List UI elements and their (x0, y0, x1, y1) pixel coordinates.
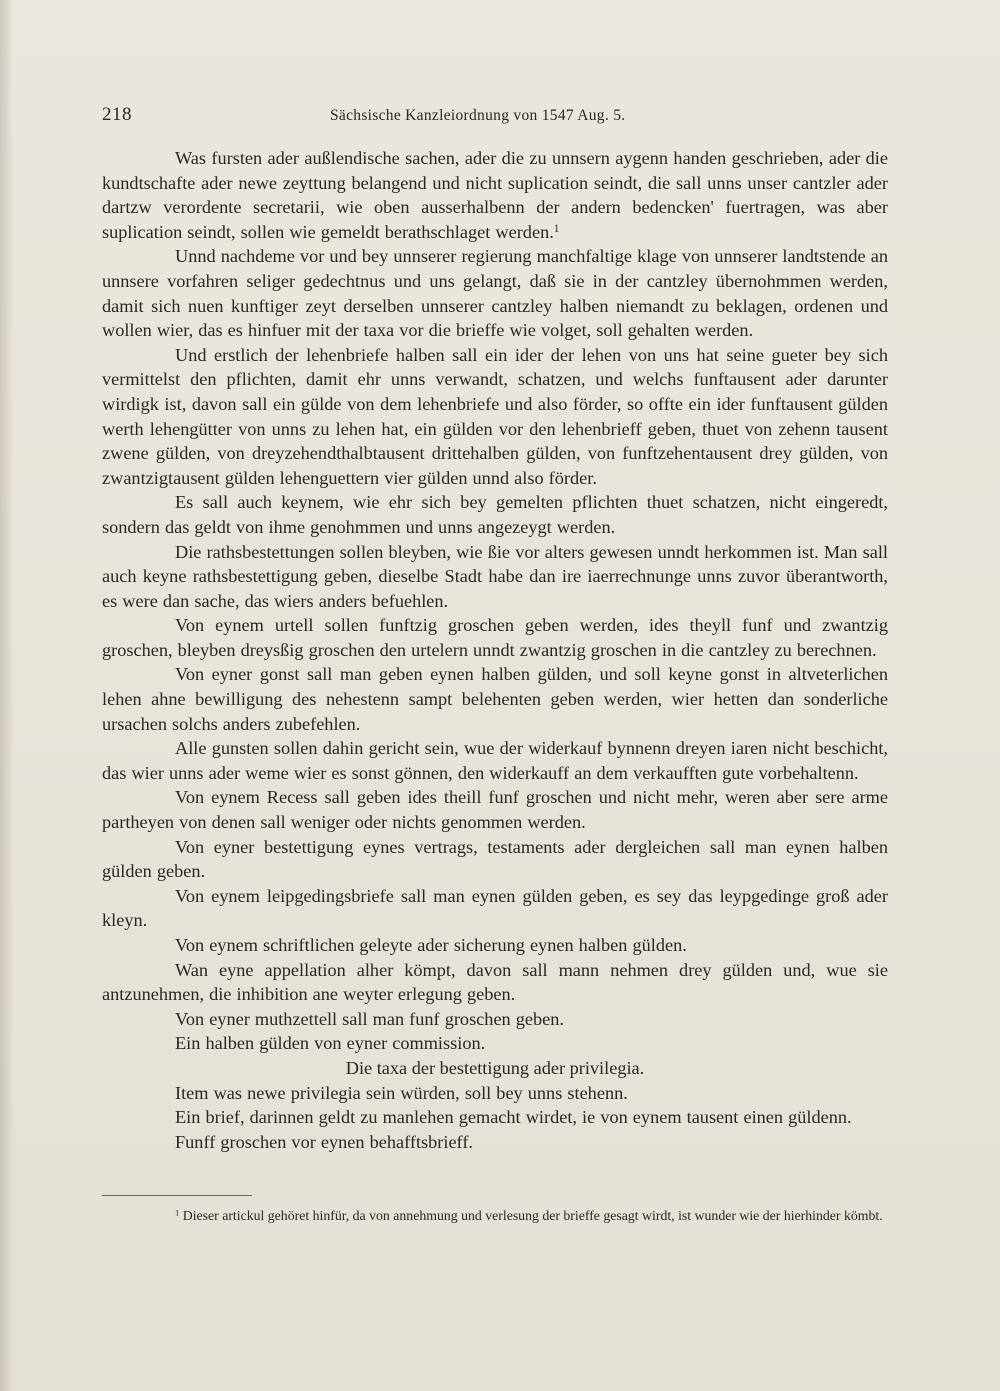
paragraph: Funff groschen vor eynen behafftsbrieff. (175, 1131, 473, 1152)
paragraph: Von eyner muthzettell sall man funf groschen geben. (175, 1008, 564, 1029)
paragraph: Ein halben gülden von eyner commission. (175, 1033, 486, 1054)
paragraph: Es sall auch keynem, wie ehr sich bey gemelten pflichten thuet schatzen, nicht eingeredt, sondern das geldt von ihme genohmmen und unns angezeygt werden. (102, 492, 888, 537)
footnotes (102, 1206, 888, 1226)
footnote-text: Dieser artickul gehöret hinfür, da von annehmung und verlesung der brieffe gesagt wirdt, ist wunder wie der hierhinder kömbt. (182, 1208, 883, 1223)
paragraph: Von eynem leipgedingsbriefe sall man eynen gülden geben, es sey das leypgedinge groß ader kleyn. (102, 885, 888, 931)
running-header (102, 104, 888, 134)
footnote-divider (102, 1195, 252, 1196)
paragraph: Item was newe privilegia sein würden, soll bey unns stehenn. (175, 1082, 628, 1103)
paragraph: Wan eyne appellation alher kömpt, davon sall mann nehmen drey gülden und, wue sie antzunehmen, die inhibition ane weyter erlegung geben. (102, 959, 888, 1005)
footnote-reference: 1 (553, 222, 560, 235)
running-title: Sächsische Kanzleiordnung von 1547 Aug. 5. (330, 107, 626, 124)
paragraph: Von eyner bestettigung eynes vertrags, testaments ader dergleichen sall man eynen halben gülden geben. (102, 836, 888, 882)
paragraph: Alle gunsten sollen dahin gericht sein, wue der widerkauf bynnenn dreyen iaren nicht beschicht, das wier unns ader weme wier es sonst gönnen, den widerkauff an dem verkaufften gute vorbehaltenn. (102, 738, 888, 783)
footnote-marker: 1 (175, 1207, 180, 1218)
section-heading: Die taxa der bestettigung ader privilegia. (345, 1057, 645, 1078)
footnote (102, 1206, 888, 1226)
paragraph: Und erstlich der lehenbriefe halben sall ein ider der lehen von uns hat seine gueter bey sich vermittelst den pflichten, damit ehr unns verwandt, schatzen, und welchs funftausent ader darunter wirdigk ist, davon sall ein gülde von dem lehenbriefe und also förder, so offte ein ider funftausent gülden werth lehengütter von unns zu lehen hat, ein gülden vor den lehenbrieff geben, thuet von zehenn tausent zwene gülden, von dreyzehendthalbtausent drittehalben gülden, von funftzehentausent drey gülden, von zwantzigtausent gülden lehenguettern vier gülden unnd also förder. (102, 344, 888, 488)
paragraph-foreign-affairs (102, 146, 888, 244)
paragraph: Von eynem urtell sollen funftzig groschen geben werden, ides theyll funf und zwantzig groschen, bleyben dreysßig groschen den urtelern unndt zwantzig groschen in die cantzley zu berechnen. (102, 615, 888, 660)
page-number: 218 (102, 104, 132, 125)
paragraph: Unnd nachdeme vor und bey unnserer regierung manchfaltige klage von unnserer landtstende an unnsere vorfahren seliger gedechtnus und uns gelangt, daß sie in der cantzley übernohmmen werden, damit sich nuen kunftiger zeyt derselben unnserer cantzley halben niemandt zu beklagen, ordenen und wollen wier, das es hinfuer mit der taxa vor die brieffe wie volget, soll gehalten werden. (102, 246, 888, 341)
paragraph: Von eynem schriftlichen geleyte ader sicherung eynen halben gülden. (175, 935, 687, 955)
paragraph-text: Was fursten ader außlendische sachen, ader die zu unnsern aygenn handen geschrieben, ader die kundtschafte ader newe zeyttung belangend und nicht suplication seindt, die sall unns unser cantzler ader dartzw verordente secretarii, wie oben ausserhalbenn der andern bedencken' fuertragen, was aber suplication seindt, sollen wie gemeldt berathschlaget werden. (102, 148, 888, 242)
paragraph: Die rathsbestettungen sollen bleyben, wie ßie vor alters gewesen unndt herkommen ist. Man sall auch keyne rathsbestettigung geben, dieselbe Stadt habe dan ire iaerrechnunge unns zuvor überantworth, es were dan sache, das wiers anders befuehlen. (102, 541, 888, 611)
paragraph: Von eyner gonst sall man geben eynen halben gülden, und soll keyne gonst in altveterlichen lehen ahne bewilligung des nehestenn sampt belehenten geben werden, wier hetten dan sonderliche ursachen solchs anders zubefehlen. (102, 664, 888, 734)
paragraph: Ein brief, darinnen geldt zu manlehen gemacht wirdet, ie von eynem tausent einen güldenn. (175, 1107, 852, 1128)
main-text (102, 146, 888, 1154)
paragraph: Von eynem Recess sall geben ides theill funf groschen und nicht mehr, weren aber sere arme partheyen von denen sall weniger oder nichts genommen werden. (102, 787, 888, 833)
